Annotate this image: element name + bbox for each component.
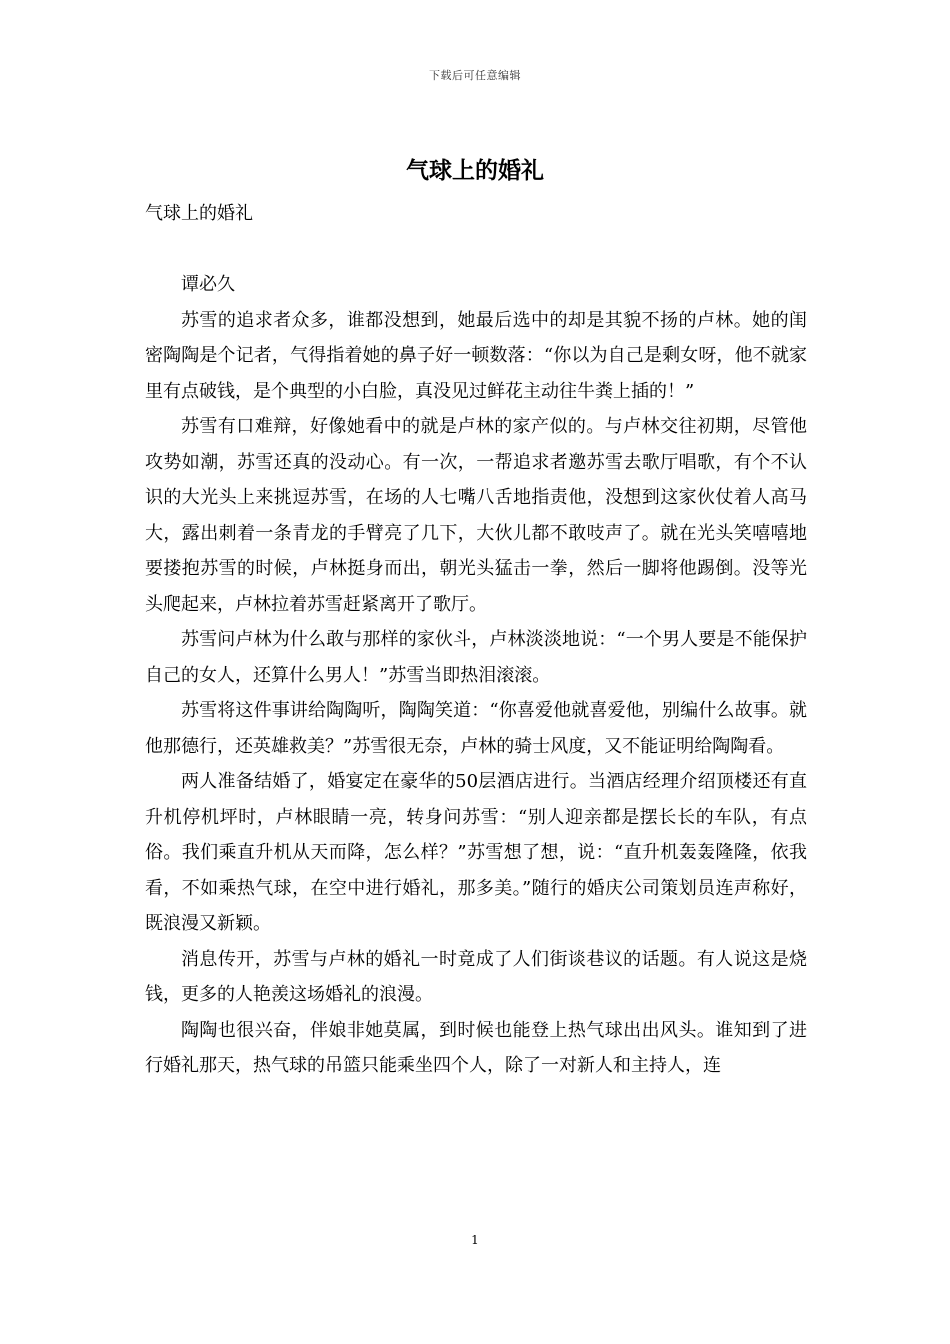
author-line: 谭必久 bbox=[181, 274, 235, 295]
document-body bbox=[145, 196, 807, 1084]
paragraph: 两人准备结婚了，婚宴定在豪华的50层酒店进行。当酒店经理介绍顶楼还有直升机停机坪时，卢林眼睛一亮，转身问苏雪：“别人迎亲都是摆长长的车队，有点俗。我们乘直升机从天而降，怎么样？”苏雪想了想，说：“直升机轰轰隆隆，依我看，不如乘热气球，在空中进行婚礼，那多美。”随行的婚庆公司策划员连声称好，既浪漫又新颖。 bbox=[145, 771, 807, 934]
paragraph: 苏雪问卢林为什么敢与那样的家伙斗，卢林淡淡地说：“一个男人要是不能保护自己的女人，还算什么男人！”苏雪当即热泪滚滚。 bbox=[145, 629, 807, 686]
paragraph: 苏雪将这件事讲给陶陶听，陶陶笑道：“你喜爱他就喜爱他，别编什么故事。就他那德行，还英雄救美？”苏雪很无奈，卢林的骑士风度，又不能证明给陶陶看。 bbox=[145, 700, 807, 757]
document-title: 气球上的婚礼 bbox=[406, 157, 544, 184]
page-number: 1 bbox=[471, 1233, 479, 1247]
paragraph: 陶陶也很兴奋，伴娘非她莫属，到时候也能登上热气球出出风头。谁知到了进行婚礼那天，热气球的吊篮只能乘坐四个人，除了一对新人和主持人，连 bbox=[145, 1019, 807, 1076]
paragraph: 消息传开，苏雪与卢林的婚礼一时竟成了人们街谈巷议的话题。有人说这是烧钱，更多的人艳羡这场婚礼的浪漫。 bbox=[145, 948, 807, 1005]
paragraph: 苏雪有口难辩，好像她看中的就是卢林的家产似的。与卢林交往初期，尽管他攻势如潮，苏雪还真的没动心。有一次，一帮追求者邀苏雪去歌厅唱歌，有个不认识的大光头上来挑逗苏雪，在场的人七嘴八舌地指责他，没想到这家伙仗着人高马大，露出刺着一条青龙的手臂亮了几下，大伙儿都不敢吱声了。就在光头笑嘻嘻地要搂抱苏雪的时候，卢林挺身而出，朝光头猛击一拳，然后一脚将他踢倒。没等光头爬起来，卢林拉着苏雪赶紧离开了歌厅。 bbox=[145, 416, 807, 615]
blank-line bbox=[145, 232, 807, 268]
subtitle-line: 气球上的婚礼 bbox=[145, 203, 253, 224]
header-note: 下载后可任意编辑 bbox=[429, 69, 521, 82]
paragraph: 苏雪的追求者众多，谁都没想到，她最后选中的却是其貌不扬的卢林。她的闺密陶陶是个记者，气得指着她的鼻子好一顿数落：“你以为自己是剩女呀，他不就家里有点破钱，是个典型的小白脸，真没见过鲜花主动往牛粪上插的！” bbox=[145, 309, 807, 402]
